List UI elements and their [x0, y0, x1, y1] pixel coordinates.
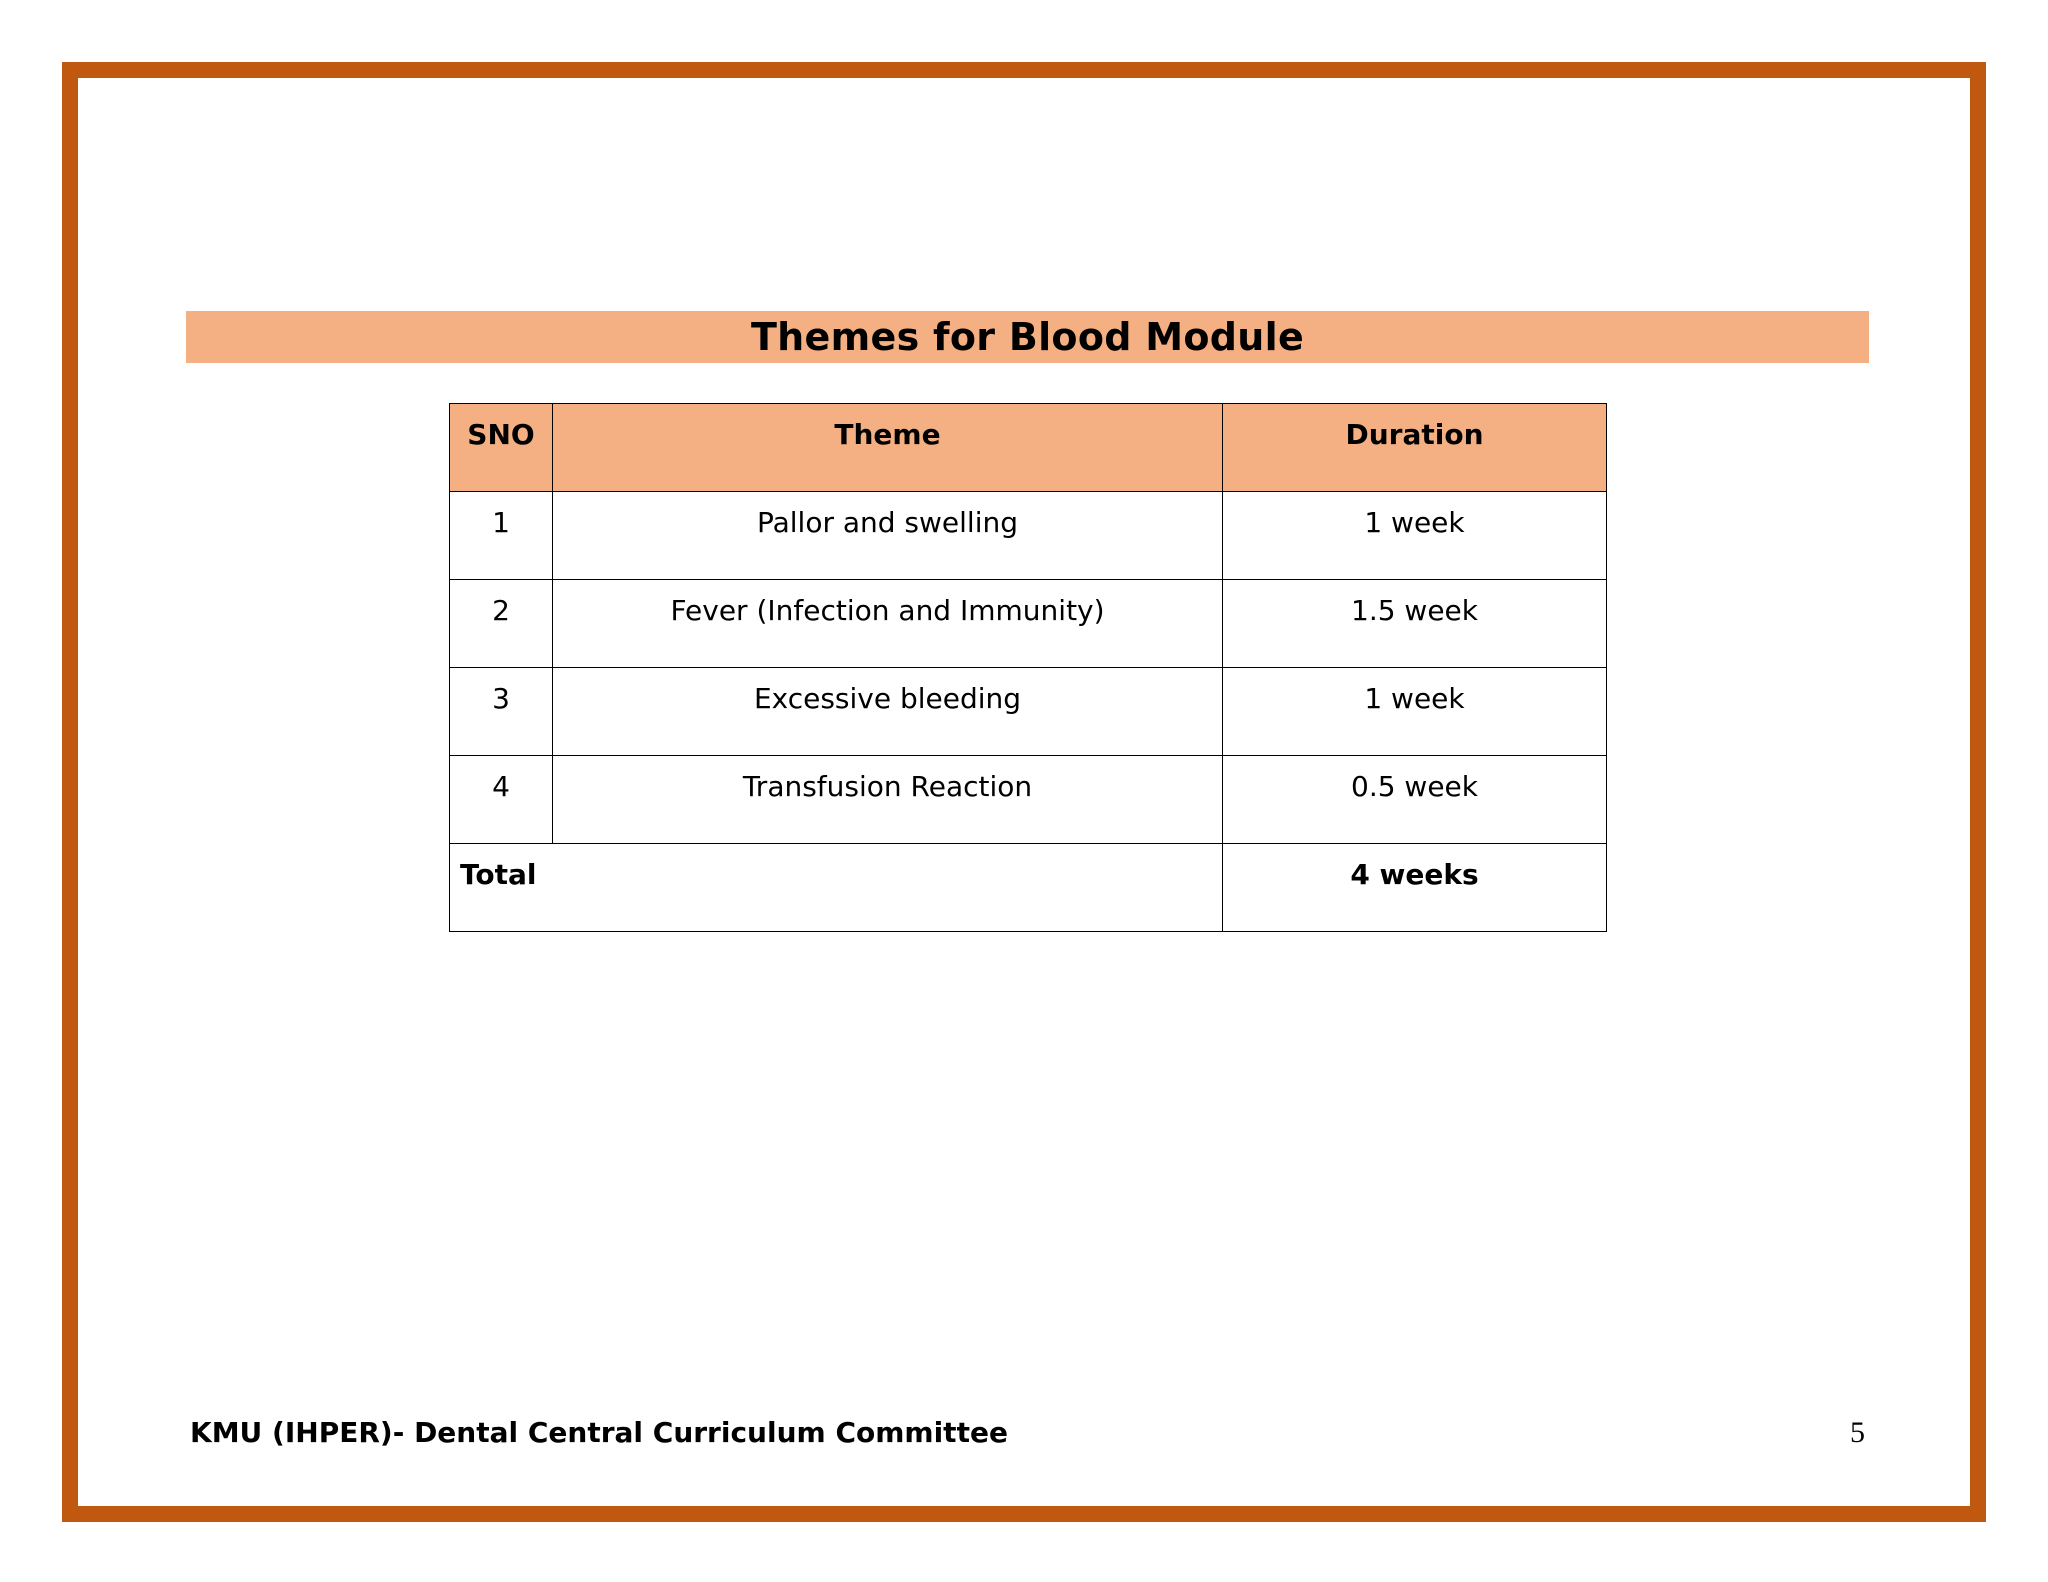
- total-value: 4 weeks: [1223, 844, 1607, 932]
- row-duration: 1.5 week: [1223, 580, 1607, 668]
- header-sno: SNO: [450, 404, 553, 492]
- row-duration: 0.5 week: [1223, 756, 1607, 844]
- row-sno: 3: [450, 668, 553, 756]
- row-theme: Excessive bleeding: [553, 668, 1223, 756]
- title-banner: [186, 311, 1869, 363]
- row-theme: Fever (Infection and Immunity): [553, 580, 1223, 668]
- table-row: [450, 492, 1607, 580]
- row-duration: 1 week: [1223, 492, 1607, 580]
- header-duration: Duration: [1223, 404, 1607, 492]
- table-row: [450, 668, 1607, 756]
- row-theme: Transfusion Reaction: [553, 756, 1223, 844]
- themes-table: [449, 403, 1607, 932]
- row-sno: 2: [450, 580, 553, 668]
- row-sno: 4: [450, 756, 553, 844]
- row-sno: 1: [450, 492, 553, 580]
- header-theme: Theme: [553, 404, 1223, 492]
- table-row: [450, 580, 1607, 668]
- row-theme: Pallor and swelling: [553, 492, 1223, 580]
- footer-text: KMU (IHPER)- Dental Central Curriculum Committee: [190, 1416, 1008, 1449]
- page-number: 5: [1850, 1416, 1865, 1449]
- total-label: Total: [450, 844, 1223, 932]
- table-header-row: [450, 404, 1607, 492]
- page-title: Themes for Blood Module: [750, 315, 1305, 359]
- table-total-row: [450, 844, 1607, 932]
- table-row: [450, 756, 1607, 844]
- row-duration: 1 week: [1223, 668, 1607, 756]
